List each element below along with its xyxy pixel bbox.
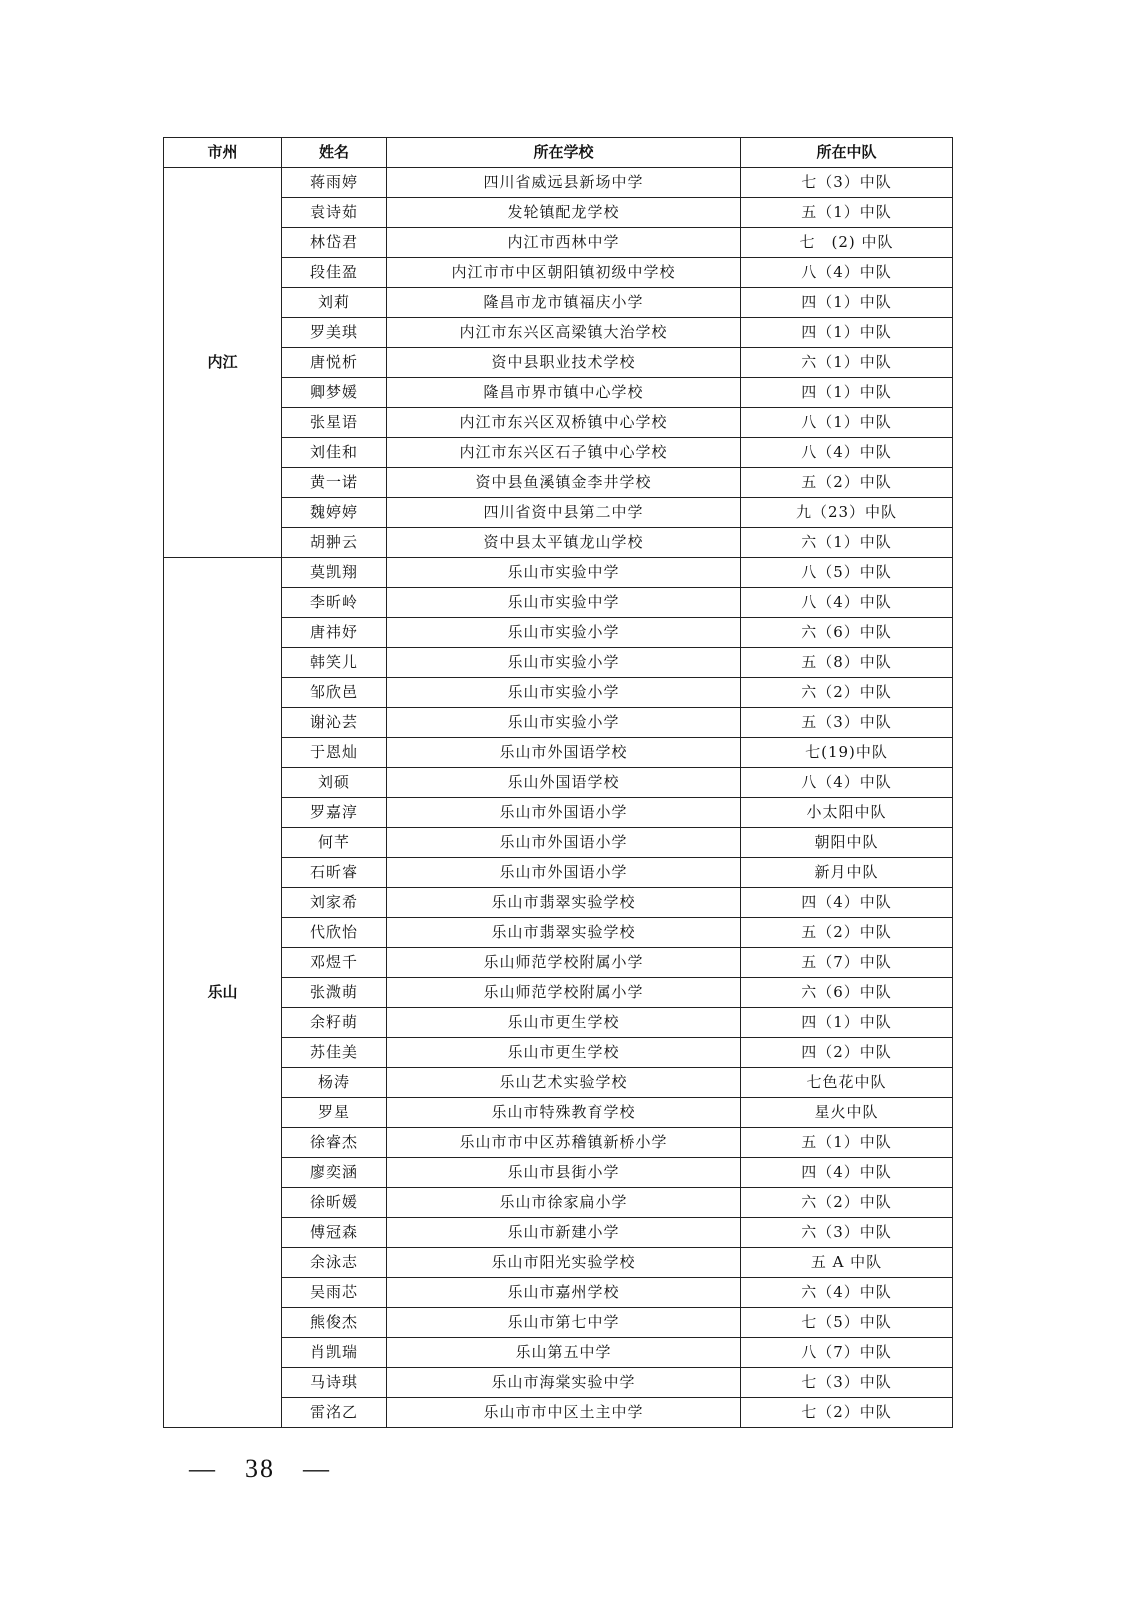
- squad-cell: 六（4）中队: [741, 1278, 953, 1308]
- table-row: [164, 648, 953, 678]
- squad-cell: 五（2）中队: [741, 918, 953, 948]
- squad-cell: 八（5）中队: [741, 558, 953, 588]
- school-cell: 内江市东兴区石子镇中心学校: [387, 438, 741, 468]
- squad-cell: 七色花中队: [741, 1068, 953, 1098]
- name-cell: 卿梦媛: [282, 378, 387, 408]
- school-cell: 乐山市更生学校: [387, 1038, 741, 1068]
- school-cell: 乐山市外国语小学: [387, 798, 741, 828]
- squad-cell: 八（7）中队: [741, 1338, 953, 1368]
- school-cell: 乐山市翡翠实验学校: [387, 918, 741, 948]
- squad-cell: 四（2）中队: [741, 1038, 953, 1068]
- table-row: [164, 888, 953, 918]
- squad-cell: 四（4）中队: [741, 1158, 953, 1188]
- school-cell: 乐山市实验小学: [387, 708, 741, 738]
- table-row: [164, 1248, 953, 1278]
- table-row: [164, 258, 953, 288]
- table-row: [164, 558, 953, 588]
- name-cell: 何芊: [282, 828, 387, 858]
- squad-cell: 星火中队: [741, 1098, 953, 1128]
- name-cell: 莫凯翔: [282, 558, 387, 588]
- table-row: [164, 588, 953, 618]
- school-cell: 乐山市特殊教育学校: [387, 1098, 741, 1128]
- squad-cell: 六（6）中队: [741, 978, 953, 1008]
- squad-cell: 小太阳中队: [741, 798, 953, 828]
- table-row: [164, 708, 953, 738]
- table-row: [164, 1098, 953, 1128]
- table-row: [164, 348, 953, 378]
- school-cell: 乐山市外国语学校: [387, 738, 741, 768]
- name-cell: 李昕岭: [282, 588, 387, 618]
- school-cell: 隆昌市龙市镇福庆小学: [387, 288, 741, 318]
- school-cell: 乐山市徐家扁小学: [387, 1188, 741, 1218]
- table-row: [164, 198, 953, 228]
- squad-cell: 八（1）中队: [741, 408, 953, 438]
- squad-cell: 八（4）中队: [741, 258, 953, 288]
- school-cell: 乐山师范学校附属小学: [387, 948, 741, 978]
- name-cell: 刘莉: [282, 288, 387, 318]
- squad-cell: 六（1）中队: [741, 528, 953, 558]
- squad-cell: 五（7）中队: [741, 948, 953, 978]
- school-cell: 乐山市翡翠实验学校: [387, 888, 741, 918]
- name-cell: 吴雨芯: [282, 1278, 387, 1308]
- table-row: [164, 1308, 953, 1338]
- squad-cell: 朝阳中队: [741, 828, 953, 858]
- name-cell: 马诗琪: [282, 1368, 387, 1398]
- table-row: [164, 1038, 953, 1068]
- name-cell: 代欣怡: [282, 918, 387, 948]
- name-cell: 罗嘉淳: [282, 798, 387, 828]
- name-cell: 余籽萌: [282, 1008, 387, 1038]
- name-cell: 刘硕: [282, 768, 387, 798]
- squad-cell: 四（4）中队: [741, 888, 953, 918]
- school-cell: 资中县职业技术学校: [387, 348, 741, 378]
- table-row: [164, 798, 953, 828]
- school-cell: 乐山市实验中学: [387, 588, 741, 618]
- table-row: [164, 828, 953, 858]
- squad-cell: 五（3）中队: [741, 708, 953, 738]
- name-cell: 杨涛: [282, 1068, 387, 1098]
- name-cell: 林岱君: [282, 228, 387, 258]
- squad-cell: 九（23）中队: [741, 498, 953, 528]
- header-row: [164, 138, 953, 168]
- name-cell: 谢沁芸: [282, 708, 387, 738]
- name-cell: 蒋雨婷: [282, 168, 387, 198]
- school-cell: 内江市市中区朝阳镇初级中学校: [387, 258, 741, 288]
- header-city: 市州: [164, 138, 282, 168]
- squad-cell: 四（1）中队: [741, 318, 953, 348]
- page-number: — 38 —: [188, 1454, 331, 1483]
- squad-cell: 八（4）中队: [741, 438, 953, 468]
- roster-body: [164, 168, 953, 1428]
- school-cell: 四川省威远县新场中学: [387, 168, 741, 198]
- table-row: [164, 468, 953, 498]
- table-row: [164, 1218, 953, 1248]
- school-cell: 乐山市更生学校: [387, 1008, 741, 1038]
- table-row: [164, 1368, 953, 1398]
- squad-cell: 六（2）中队: [741, 678, 953, 708]
- name-cell: 雷洺乙: [282, 1398, 387, 1428]
- name-cell: 徐昕媛: [282, 1188, 387, 1218]
- table-row: [164, 378, 953, 408]
- name-cell: 唐祎妤: [282, 618, 387, 648]
- table-row: [164, 1398, 953, 1428]
- school-cell: 乐山市市中区土主中学: [387, 1398, 741, 1428]
- squad-cell: 七(19)中队: [741, 738, 953, 768]
- table-row: [164, 618, 953, 648]
- school-cell: 乐山市外国语小学: [387, 828, 741, 858]
- table-row: [164, 918, 953, 948]
- name-cell: 苏佳美: [282, 1038, 387, 1068]
- squad-cell: 八（4）中队: [741, 588, 953, 618]
- name-cell: 邹欣邑: [282, 678, 387, 708]
- squad-cell: 六（6）中队: [741, 618, 953, 648]
- school-cell: 内江市东兴区高梁镇大治学校: [387, 318, 741, 348]
- name-cell: 刘家希: [282, 888, 387, 918]
- school-cell: 乐山市海棠实验中学: [387, 1368, 741, 1398]
- name-cell: 肖凯瑞: [282, 1338, 387, 1368]
- header-school: 所在学校: [387, 138, 741, 168]
- name-cell: 张溦萌: [282, 978, 387, 1008]
- squad-cell: 七（2）中队: [741, 1398, 953, 1428]
- name-cell: 唐悦析: [282, 348, 387, 378]
- table-row: [164, 408, 953, 438]
- name-cell: 刘佳和: [282, 438, 387, 468]
- squad-cell: 五（8）中队: [741, 648, 953, 678]
- squad-cell: 四（1）中队: [741, 1008, 953, 1038]
- name-cell: 于恩灿: [282, 738, 387, 768]
- name-cell: 韩笑儿: [282, 648, 387, 678]
- name-cell: 廖奕涵: [282, 1158, 387, 1188]
- table-row: [164, 1188, 953, 1218]
- name-cell: 张星语: [282, 408, 387, 438]
- header-name: 姓名: [282, 138, 387, 168]
- name-cell: 段佳盈: [282, 258, 387, 288]
- squad-cell: 七 (2) 中队: [741, 228, 953, 258]
- name-cell: 石昕睿: [282, 858, 387, 888]
- school-cell: 资中县太平镇龙山学校: [387, 528, 741, 558]
- city-cell: 内江: [164, 168, 282, 558]
- city-cell: 乐山: [164, 558, 282, 1428]
- school-cell: 乐山外国语学校: [387, 768, 741, 798]
- school-cell: 乐山第五中学: [387, 1338, 741, 1368]
- name-cell: 罗星: [282, 1098, 387, 1128]
- header-squad: 所在中队: [741, 138, 953, 168]
- school-cell: 隆昌市界市镇中心学校: [387, 378, 741, 408]
- school-cell: 乐山市阳光实验学校: [387, 1248, 741, 1278]
- school-cell: 乐山市第七中学: [387, 1308, 741, 1338]
- school-cell: 乐山市实验小学: [387, 618, 741, 648]
- school-cell: 乐山市实验小学: [387, 648, 741, 678]
- squad-cell: 五 A 中队: [741, 1248, 953, 1278]
- table-row: [164, 228, 953, 258]
- name-cell: 傅冠森: [282, 1218, 387, 1248]
- table-row: [164, 528, 953, 558]
- name-cell: 余泳志: [282, 1248, 387, 1278]
- school-cell: 四川省资中县第二中学: [387, 498, 741, 528]
- school-cell: 发轮镇配龙学校: [387, 198, 741, 228]
- table-row: [164, 1338, 953, 1368]
- table-row: [164, 288, 953, 318]
- table-row: [164, 1278, 953, 1308]
- table-row: [164, 1068, 953, 1098]
- school-cell: 乐山市新建小学: [387, 1218, 741, 1248]
- school-cell: 乐山市外国语小学: [387, 858, 741, 888]
- squad-cell: 五（2）中队: [741, 468, 953, 498]
- table-row: [164, 738, 953, 768]
- school-cell: 乐山艺术实验学校: [387, 1068, 741, 1098]
- table-row: [164, 498, 953, 528]
- table-row: [164, 978, 953, 1008]
- school-cell: 内江市东兴区双桥镇中心学校: [387, 408, 741, 438]
- table-row: [164, 948, 953, 978]
- roster-table: [163, 137, 953, 1428]
- table-row: [164, 858, 953, 888]
- school-cell: 乐山市实验小学: [387, 678, 741, 708]
- squad-cell: 五（1）中队: [741, 198, 953, 228]
- school-cell: 乐山市嘉州学校: [387, 1278, 741, 1308]
- school-cell: 乐山市实验中学: [387, 558, 741, 588]
- squad-cell: 七（5）中队: [741, 1308, 953, 1338]
- squad-cell: 五（1）中队: [741, 1128, 953, 1158]
- name-cell: 袁诗茹: [282, 198, 387, 228]
- table-row: [164, 168, 953, 198]
- squad-cell: 七（3）中队: [741, 1368, 953, 1398]
- squad-cell: 四（1）中队: [741, 288, 953, 318]
- squad-cell: 八（4）中队: [741, 768, 953, 798]
- squad-cell: 新月中队: [741, 858, 953, 888]
- school-cell: 乐山市市中区苏稽镇新桥小学: [387, 1128, 741, 1158]
- squad-cell: 六（2）中队: [741, 1188, 953, 1218]
- squad-cell: 七（3）中队: [741, 168, 953, 198]
- squad-cell: 六（1）中队: [741, 348, 953, 378]
- school-cell: 乐山市县街小学: [387, 1158, 741, 1188]
- squad-cell: 四（1）中队: [741, 378, 953, 408]
- name-cell: 熊俊杰: [282, 1308, 387, 1338]
- table-row: [164, 318, 953, 348]
- table-row: [164, 438, 953, 468]
- name-cell: 魏婷婷: [282, 498, 387, 528]
- table-row: [164, 1128, 953, 1158]
- table-row: [164, 1158, 953, 1188]
- name-cell: 徐睿杰: [282, 1128, 387, 1158]
- name-cell: 胡翀云: [282, 528, 387, 558]
- school-cell: 内江市西林中学: [387, 228, 741, 258]
- table-row: [164, 1008, 953, 1038]
- table-row: [164, 678, 953, 708]
- name-cell: 罗美琪: [282, 318, 387, 348]
- table-row: [164, 768, 953, 798]
- school-cell: 资中县鱼溪镇金李井学校: [387, 468, 741, 498]
- squad-cell: 六（3）中队: [741, 1218, 953, 1248]
- school-cell: 乐山师范学校附属小学: [387, 978, 741, 1008]
- name-cell: 黄一诺: [282, 468, 387, 498]
- name-cell: 邓煜千: [282, 948, 387, 978]
